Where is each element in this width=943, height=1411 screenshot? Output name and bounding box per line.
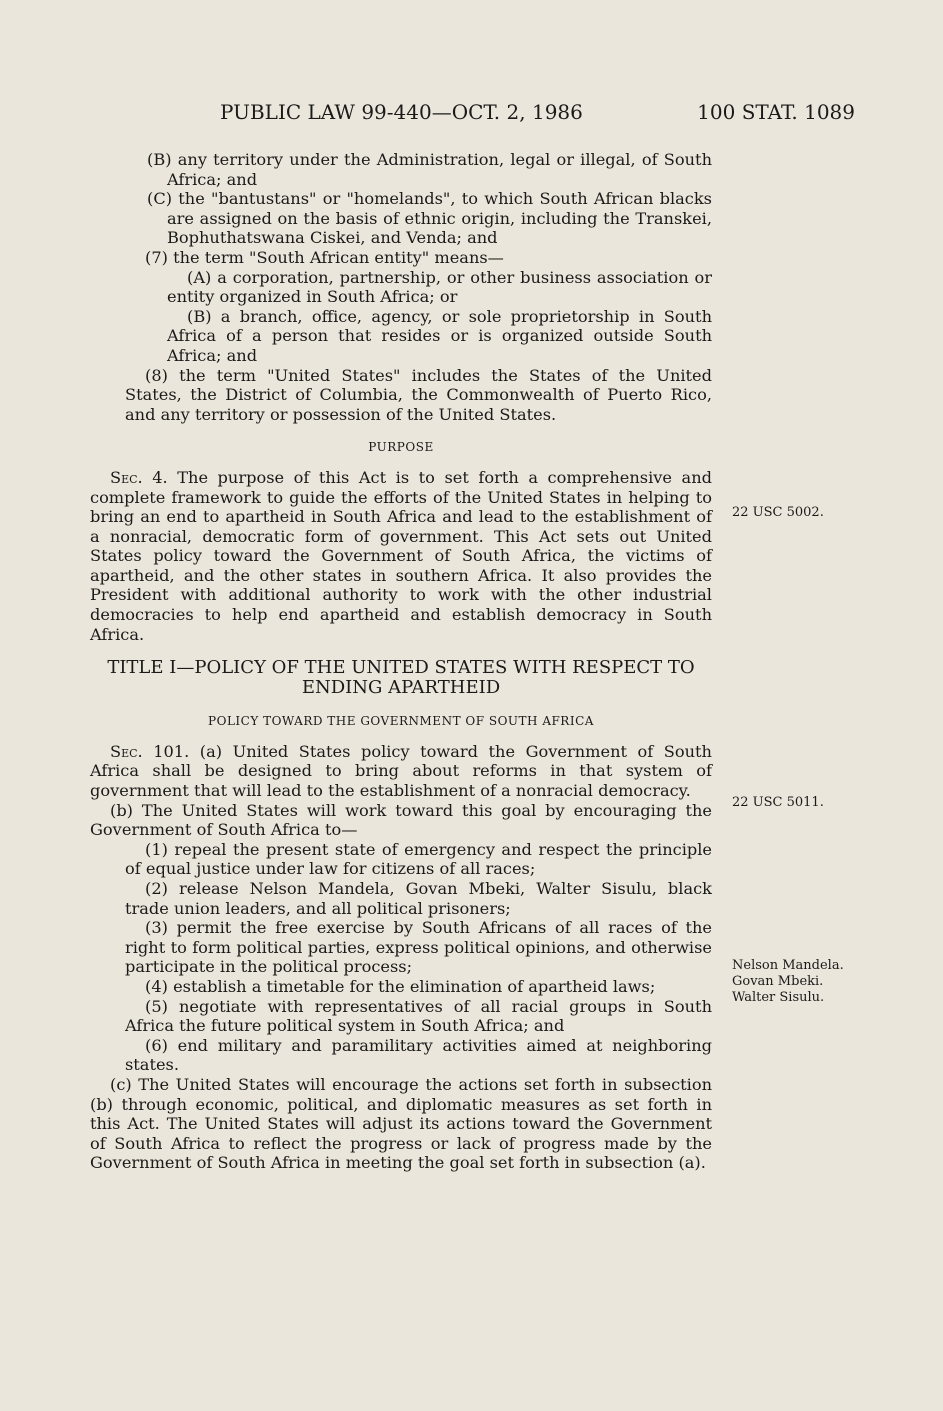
paragraph: (8) the term "United States" includes the States of the United States, the District of Columbia, the Commonwealth of Puerto Rico, and any territory or possession of the United States. xyxy=(125,365,712,424)
list-item: (4) establish a timetable for the elimination of apartheid laws; xyxy=(145,976,656,996)
paragraph: (A) a corporation, partnership, or other business association or entity organized in South Africa; or xyxy=(167,267,712,307)
margin-note-names xyxy=(732,958,922,1006)
header-title: PUBLIC LAW 99-440—OCT. 2, 1986 xyxy=(220,100,583,124)
list-item: (6) end military and paramilitary activities aimed at neighboring states. xyxy=(125,1035,712,1075)
policy-heading: POLICY TOWARD THE GOVERNMENT OF SOUTH AFRICA xyxy=(208,714,594,729)
margin-note-name: Govan Mbeki. xyxy=(732,974,824,989)
paragraph: (7) the term "South African entity" means— xyxy=(145,247,504,267)
list-item: (5) negotiate with representatives of all racial groups in South Africa the future political system in South Africa; and xyxy=(125,996,712,1036)
title-heading: TITLE I—POLICY OF THE UNITED STATES WITH RESPECT TO ENDING APARTHEID xyxy=(107,657,695,699)
paragraph: (B) a branch, office, agency, or sole proprietorship in South Africa of a person that resides or is organized outside South Africa; and xyxy=(167,306,712,365)
header-stat: 100 STAT. 1089 xyxy=(697,100,855,124)
list-item: (3) permit the free exercise by South Africans of all races of the right to form political parties, express political opinions, and otherwise participate in the political process; xyxy=(125,918,712,977)
section-101-c: (c) The United States will encourage the actions set forth in subsection (b) through economic, political, and diplomatic measures as set forth in this Act. The United States will adjust its actions toward the Government of South Africa to reflect the progress or lack of progress made by the Government of South Africa in meeting the goal set forth in subsection (a). xyxy=(90,1074,712,1173)
list-item: (1) repeal the present state of emergency and respect the principle of equal justice under law for citizens of all races; xyxy=(125,839,712,879)
text-column xyxy=(90,150,712,1173)
section-101-b: (b) The United States will work toward this goal by encouraging the Government of South Africa to— xyxy=(90,800,712,840)
paragraph: (B) any territory under the Administration, legal or illegal, of South Africa; and xyxy=(147,150,712,189)
margin-note-name: Nelson Mandela. xyxy=(732,958,844,973)
section-label: Sec. 101. xyxy=(110,741,190,761)
page-header xyxy=(90,100,855,130)
margin-note-name: Walter Sisulu. xyxy=(732,990,825,1005)
section-text: (a) United States policy toward the Government of South Africa shall be designed to bring about reforms in that system of government that will lead to the establishment of a nonracial democracy. xyxy=(90,741,712,801)
list-item: (2) release Nelson Mandela, Govan Mbeki, Walter Sisulu, black trade union leaders, and all political prisoners; xyxy=(125,879,712,918)
margin-note-usc-5002: 22 USC 5002. xyxy=(732,505,824,520)
paragraph: (C) the "bantustans" or "homelands", to which South African blacks are assigned on the basis of ethnic origin, including the Transkei, Bophuthatswana Ciskei, and Venda; and xyxy=(147,189,712,248)
section-label: Sec. 4. xyxy=(110,467,168,487)
section-101-a xyxy=(90,742,712,801)
section-4 xyxy=(90,468,712,644)
margin-note-usc-5011: 22 USC 5011. xyxy=(732,795,824,810)
section-text: The purpose of this Act is to set forth a comprehensive and complete framework to guide the efforts of the United States in helping to bring an end to apartheid in South Africa and lead to the establishment of a nonracial, democratic form of government. This Act sets out United States policy toward the Government of South Africa, the victims of apartheid, and the other states in southern Africa. It also provides the President with additional authority to work with the other industrial democracies to help end apartheid and establish democracy in South Africa. xyxy=(90,467,712,644)
purpose-heading: PURPOSE xyxy=(368,440,434,455)
